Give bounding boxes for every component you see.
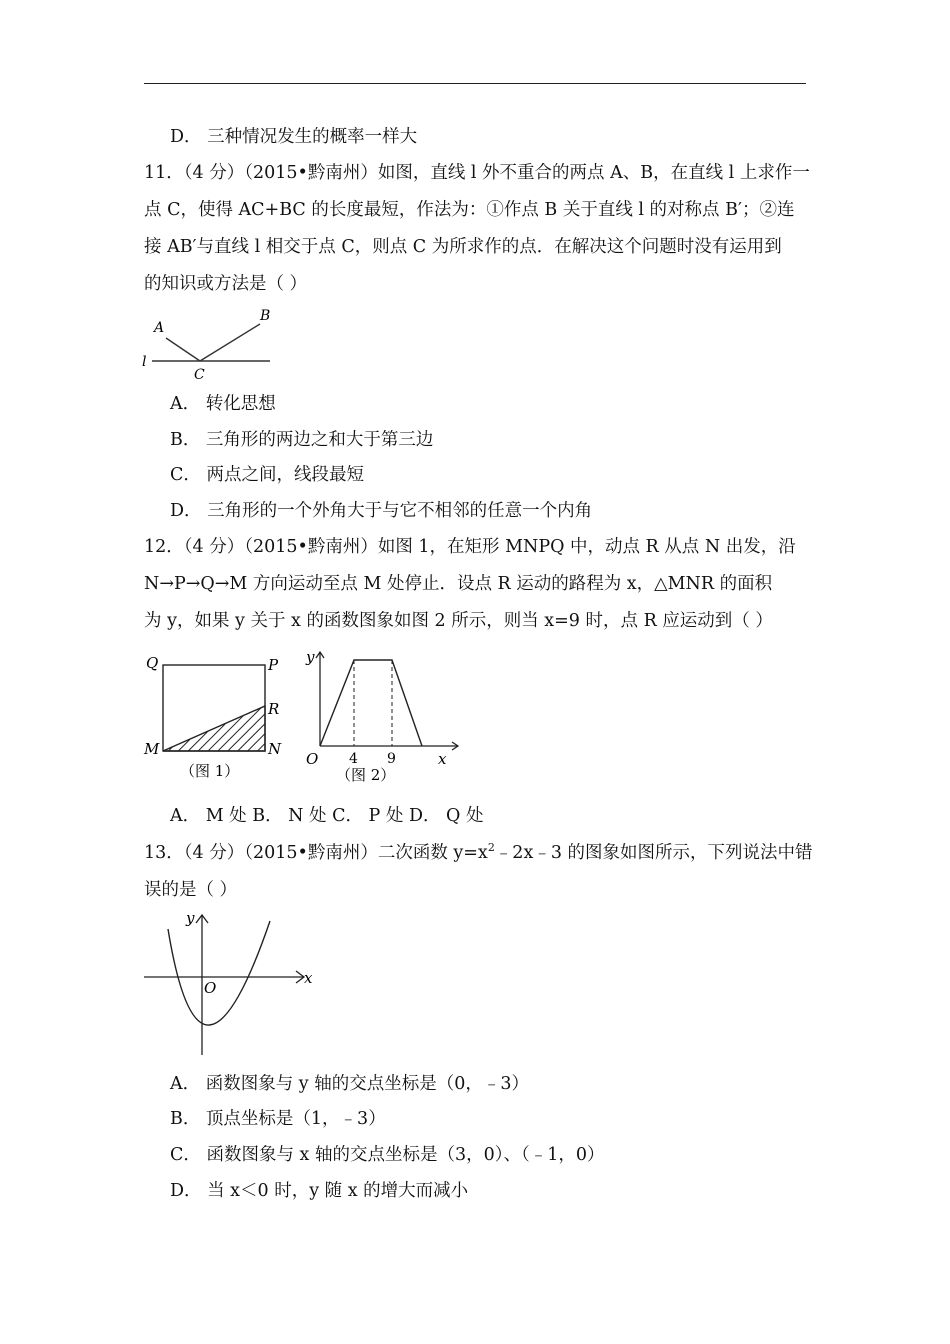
q13-option-c: C． 函数图象与 x 轴的交点坐标是（3，0）、（﹣1，0） bbox=[170, 1145, 605, 1165]
label-l: l bbox=[142, 354, 147, 370]
figure-1-caption: （图 1） bbox=[180, 762, 240, 780]
q13-option-d: D． 当 x＜0 时，y 随 x 的增大而减小 bbox=[170, 1181, 469, 1201]
q11-figure bbox=[138, 302, 278, 384]
q12-figure-1 bbox=[140, 650, 290, 782]
q11-line-3: 接 AB′与直线 l 相交于点 C，则点 C 为所求作的点．在解决这个问题时没有运用到 bbox=[144, 237, 782, 257]
q13-line-2: 误的是（ ） bbox=[144, 880, 238, 900]
q10-option-d: D． 三种情况发生的概率一样大 bbox=[170, 127, 418, 147]
function-graph bbox=[320, 660, 422, 746]
label-a: A bbox=[154, 320, 165, 336]
q13-line-1: 13．（4 分）（2015•黔南州）二次函数 $y=x^2﹣2x﹣3$ 的图象如图所示，下列说法中错 bbox=[144, 841, 813, 863]
q11-line-1: 11．（4 分）（2015•黔南州）如图，直线 l 外不重合的两点 A、B，在直线 l 上求作一 bbox=[144, 163, 810, 183]
axis-label-x: x bbox=[438, 750, 447, 768]
q11-option-c: C． 两点之间，线段最短 bbox=[170, 465, 364, 485]
q13-figure bbox=[140, 905, 320, 1060]
parabola bbox=[168, 921, 270, 1025]
header-rule bbox=[144, 83, 806, 84]
q13-option-a: A． 函数图象与 y 轴的交点坐标是（0，﹣3） bbox=[170, 1074, 529, 1094]
q12-line-2: N→P→Q→M 方向运动至点 M 处停止．设点 R 运动的路程为 x，△MNR 的面积 bbox=[144, 574, 773, 594]
triangle-mnr bbox=[163, 706, 265, 751]
q12-line-3: 为 y，如果 y 关于 x 的函数图象如图 2 所示，则当 x=9 时，点 R 应运动到（ ） bbox=[144, 611, 773, 631]
tick-label-4: 4 bbox=[349, 751, 358, 767]
figure-2-caption: （图 2） bbox=[336, 766, 396, 784]
origin-label: O bbox=[306, 750, 319, 768]
label-r: R bbox=[268, 700, 280, 718]
label-m: M bbox=[144, 740, 160, 758]
origin-label: O bbox=[204, 979, 217, 997]
q12-figure-2 bbox=[298, 644, 468, 786]
segment-bc bbox=[200, 324, 260, 361]
q13-option-b: B． 顶点坐标是（1，﹣3） bbox=[170, 1109, 386, 1129]
label-n: N bbox=[268, 740, 282, 758]
segment-ac bbox=[166, 338, 200, 361]
q11-line-4: 的知识或方法是（ ） bbox=[144, 274, 308, 294]
q12-options: A． M 处 B． N 处 C． P 处 D． Q 处 bbox=[170, 806, 484, 826]
label-c: C bbox=[194, 367, 205, 383]
axis-label-y: y bbox=[186, 909, 195, 927]
q11-option-a: A． 转化思想 bbox=[170, 394, 276, 414]
q12-line-1: 12．（4 分）（2015•黔南州）如图 1，在矩形 MNPQ 中，动点 R 从点 N 出发，沿 bbox=[144, 537, 796, 557]
axis-label-y: y bbox=[306, 648, 315, 666]
label-p: P bbox=[268, 656, 279, 674]
tick-label-9: 9 bbox=[387, 751, 396, 767]
label-b: B bbox=[260, 308, 271, 324]
label-q: Q bbox=[146, 654, 159, 672]
axis-label-x: x bbox=[304, 969, 313, 987]
q11-line-2: 点 C，使得 AC+BC 的长度最短，作法为：①作点 B 关于直线 l 的对称点 B′；②连 bbox=[144, 200, 795, 220]
q11-option-d: D． 三角形的一个外角大于与它不相邻的任意一个内角 bbox=[170, 501, 593, 521]
q11-option-b: B． 三角形的两边之和大于第三边 bbox=[170, 430, 434, 450]
